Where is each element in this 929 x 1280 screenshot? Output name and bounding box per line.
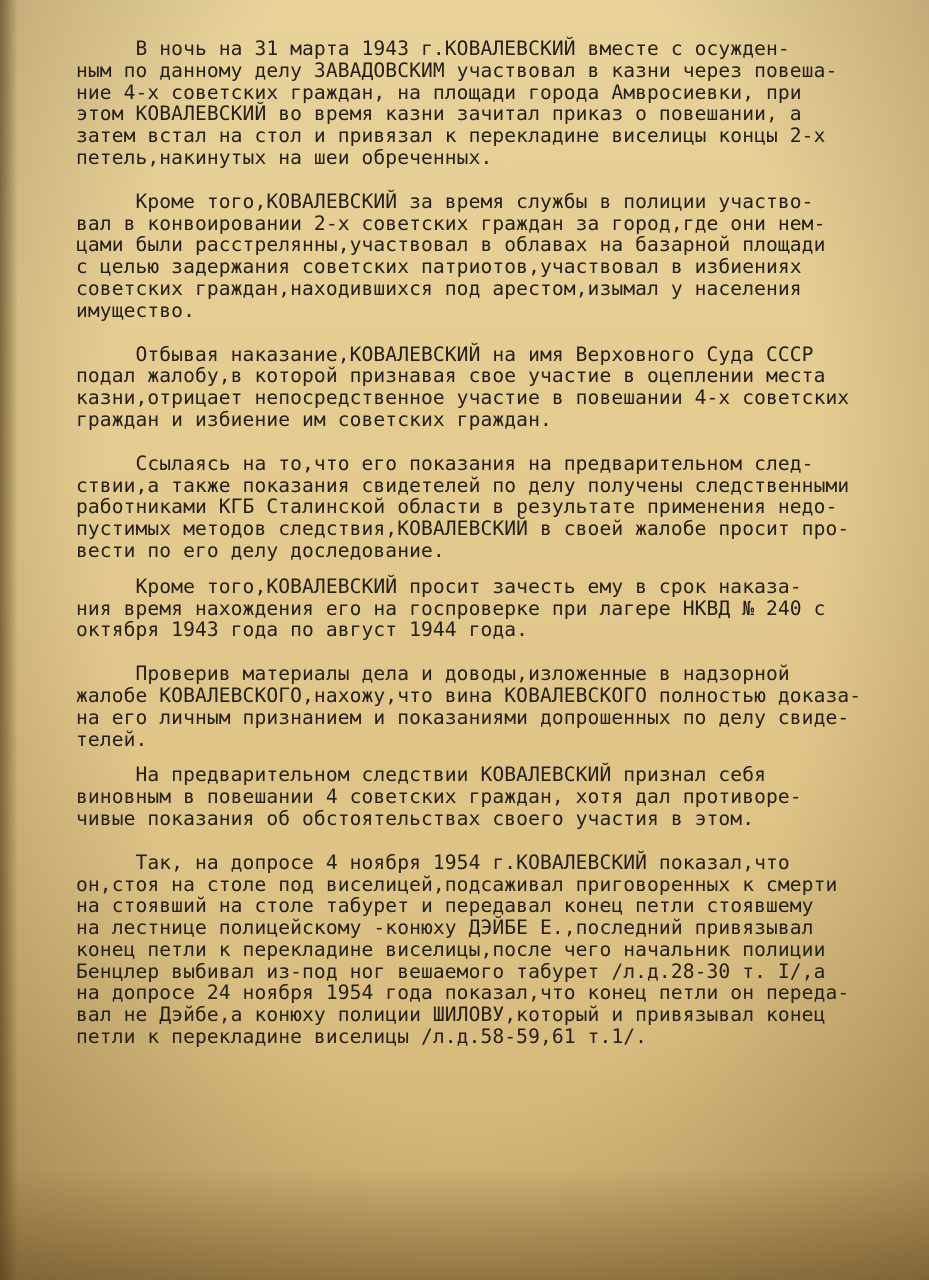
text-line: конец петли к перекладине виселицы,после чего начальник полиции xyxy=(76,937,826,961)
text-line: советских граждан,находившихся под арестом,изымал у населения xyxy=(76,276,802,300)
text-line: На предварительном следствии КОВАЛЕВСКИЙ признал себя xyxy=(76,763,766,787)
page-fold-shadow xyxy=(0,1168,929,1280)
text-line: имущество. xyxy=(76,298,195,322)
page-shadow-edge xyxy=(0,0,18,1280)
text-line: граждан и избиение им советских граждан. xyxy=(76,407,552,431)
text-line: октября 1943 года по август 1944 года. xyxy=(76,618,529,642)
text-line: петли к перекладине виселицы /л.д.58-59,61 т.1/. xyxy=(76,1025,648,1049)
paragraph-gap xyxy=(76,641,908,663)
text-line: цами были расстрелянны,участвовал в облавах на базарной площади xyxy=(76,233,826,257)
text-line: Ссылаясь на то,что его показания на предварительном след- xyxy=(76,451,814,475)
text-line: вести по его делу доследование. xyxy=(76,538,445,562)
paragraph-1 xyxy=(76,38,908,169)
text-line: этом КОВАЛЕВСКИЙ во время казни зачитал приказ о повешании, а xyxy=(76,102,802,126)
paragraph-5 xyxy=(76,576,908,641)
paragraph-gap xyxy=(76,830,908,852)
text-line: ние 4-х советских граждан, на площади города Амвросиевки, при xyxy=(76,80,802,104)
text-line: виновным в повешании 4 советских граждан, хотя дал противоре- xyxy=(76,785,802,809)
text-line: казни,отрицает непосредственное участие в повешании 4-х советских xyxy=(76,386,850,410)
text-line: подал жалобу,в которой признавая свое участие в оцеплении места xyxy=(76,364,826,388)
text-line: Проверив материалы дела и доводы,изложенные в надзорной xyxy=(76,662,790,686)
paragraph-4 xyxy=(76,453,908,562)
paragraph-8 xyxy=(76,852,908,1048)
paragraph-gap xyxy=(76,169,908,191)
paragraph-3 xyxy=(76,344,908,431)
text-line: В ночь на 31 марта 1943 г.КОВАЛЕВСКИЙ вместе с осужден- xyxy=(76,37,790,60)
text-line: на его личным признанием и показаниями допрошенных по делу свиде- xyxy=(76,705,850,729)
paragraph-6 xyxy=(76,663,908,750)
paragraph-7 xyxy=(76,764,908,829)
text-line: с целью задержания советских патриотов,участвовал в избиениях xyxy=(76,255,802,279)
text-line: работниками КГБ Сталинской области в результате применения недо- xyxy=(76,495,838,519)
text-line: чивые показания об обстоятельствах своего участия в этом. xyxy=(76,806,755,830)
text-line: ным по данному делу ЗАВАДОВСКИМ участвовал в казни через повеша- xyxy=(76,58,838,82)
text-line: он,стоя на столе под виселицей,подсаживал приговоренных к смерти xyxy=(76,872,838,896)
text-line: Так, на допросе 4 ноября 1954 г.КОВАЛЕВСКИЙ показал,что xyxy=(76,850,790,874)
paragraph-gap xyxy=(76,322,908,344)
text-line: вал в конвоировании 2-х советских граждан за город,где они нем- xyxy=(76,211,826,235)
text-line: вал не Дэйбе,а конюху полиции ШИЛОВУ,который и привязывал конец xyxy=(76,1003,826,1027)
text-line: затем встал на стол и привязал к перекладине виселицы концы 2-х xyxy=(76,124,826,148)
text-line: Кроме того,КОВАЛЕВСКИЙ просит зачесть ему в срок наказа- xyxy=(76,574,802,598)
text-line: на стоявший на столе табурет и передавал конец петли стоявшему xyxy=(76,894,814,918)
paragraph-gap xyxy=(76,750,908,764)
typewritten-text xyxy=(76,38,908,1048)
text-line: на допросе 24 ноября 1954 года показал,что конец петли он переда- xyxy=(76,981,850,1005)
text-line: пустимых методов следствия,КОВАЛЕВСКИЙ в своей жалобе просит про- xyxy=(76,517,850,541)
paragraph-gap xyxy=(76,562,908,576)
text-line: жалобе КОВАЛЕВСКОГО,нахожу,что вина КОВАЛЕВСКОГО полностью доказа- xyxy=(76,683,862,707)
text-line: петель,накинутых на шеи обреченных. xyxy=(76,145,493,169)
text-line: Отбывая наказание,КОВАЛЕВСКИЙ на имя Верховного Суда СССР xyxy=(76,342,814,366)
text-line: Кроме того,КОВАЛЕВСКИЙ за время службы в полиции участво- xyxy=(76,189,814,213)
text-line: Бенцлер выбивал из-под ног вешаемого табурет /л.д.28-30 т. I/,а xyxy=(76,959,826,983)
text-line: на лестнице полицейскому -конюху ДЭЙБЕ Е.,последний привязывал xyxy=(76,916,814,940)
text-line: ствии,а также показания свидетелей по делу получены следственными xyxy=(76,473,850,497)
paragraph-2 xyxy=(76,191,908,322)
text-line: ния время нахождения его на госпроверке при лагере НКВД № 240 с xyxy=(76,596,826,620)
paragraph-gap xyxy=(76,431,908,453)
text-line: телей. xyxy=(76,727,148,751)
